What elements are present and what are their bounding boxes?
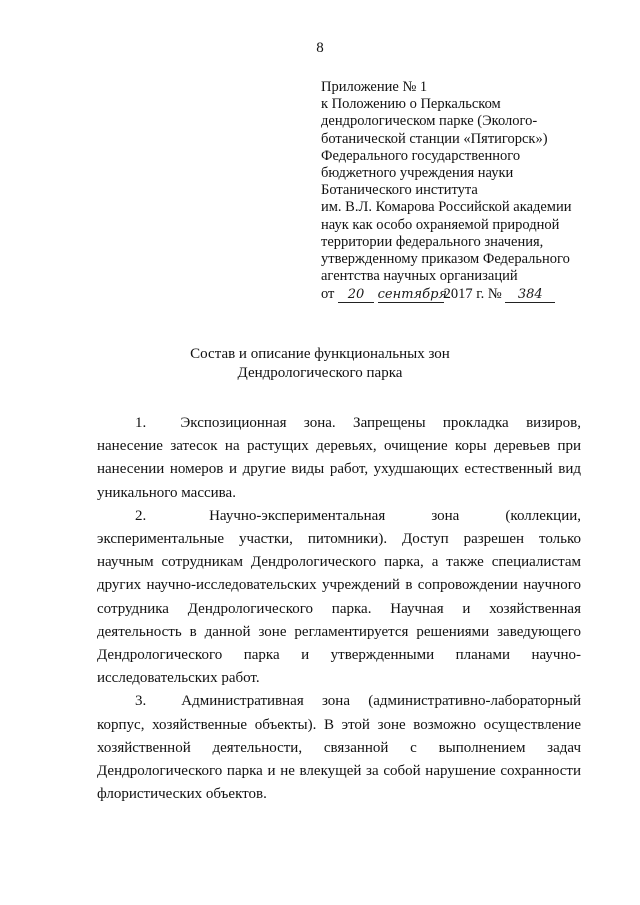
paragraph-number: 2. <box>135 507 147 524</box>
zone-paragraph <box>97 412 581 505</box>
appendix-line: дендрологическом парке (Эколого- <box>321 113 538 130</box>
appendix-line: бюджетного учреждения науки <box>321 165 514 182</box>
appendix-line: к Положению о Перкальском <box>321 96 501 113</box>
title-line-1: Состав и описание функциональных зон <box>190 346 450 362</box>
order-date-row <box>321 286 621 303</box>
appendix-line: агентства научных организаций <box>321 268 518 285</box>
appendix-line: территории федерального значения, <box>321 233 544 250</box>
appendix-line: им. В.Л. Комарова Российской академии <box>321 199 572 216</box>
paragraph-text: Научно-экспериментальная зона (коллекции, экспериментальные участки, питомники). Доступ разрешен только научным сотрудникам Дендрологического парка, а также специалистам других научно-исследовательских учреждений в сопровождении научного сотрудника Дендрологического парка. Научная и хозяйственная деятельность в данной зоне регламентируется решениями заведующего Дендрологического парка и утвержденными планами научно-исследовательских работ. <box>97 507 581 687</box>
paragraph-text: Экспозиционная зона. Запрещены прокладка визиров, нанесение затесок на растущих деревьях, очищение коры деревьев при нанесении номеров и другие виды работ, ухудшающих естественный вид уникального массива. <box>97 415 581 501</box>
appendix-line: наук как особо охраняемой природной <box>321 216 560 233</box>
paragraph-number: 3. <box>135 693 147 710</box>
appendix-line: Ботанического института <box>321 182 478 199</box>
paragraph-number: 1. <box>135 415 147 431</box>
zone-paragraph <box>97 505 581 691</box>
appendix-header <box>321 79 621 304</box>
handwritten-month: сентября <box>377 287 447 303</box>
date-prefix: от <box>321 286 335 303</box>
page-number: 8 <box>316 40 324 56</box>
appendix-line: утвержденному приказом Федерального <box>321 251 570 268</box>
handwritten-day: 20 <box>338 287 374 303</box>
document-title <box>0 345 640 383</box>
paragraph-text: Административная зона (административно-лабораторный корпус, хозяйственные объекты). В этой зоне возможно осуществление хозяйственной деятельности, связанной с выполнением задач Дендрологического парка и не влекущей за собой нарушение сохранности флористических объектов. <box>97 693 581 803</box>
appendix-line: Приложение № 1 <box>321 79 428 95</box>
appendix-line: ботанической станции «Пятигорск») <box>321 130 548 147</box>
document-body <box>97 412 581 806</box>
order-year: 2017 г. № <box>443 286 502 303</box>
title-line-2: Дендрологического парка <box>237 365 403 381</box>
appendix-line: Федерального государственного <box>321 147 521 164</box>
handwritten-order-number: 384 <box>505 287 555 303</box>
zone-paragraph <box>97 690 581 806</box>
